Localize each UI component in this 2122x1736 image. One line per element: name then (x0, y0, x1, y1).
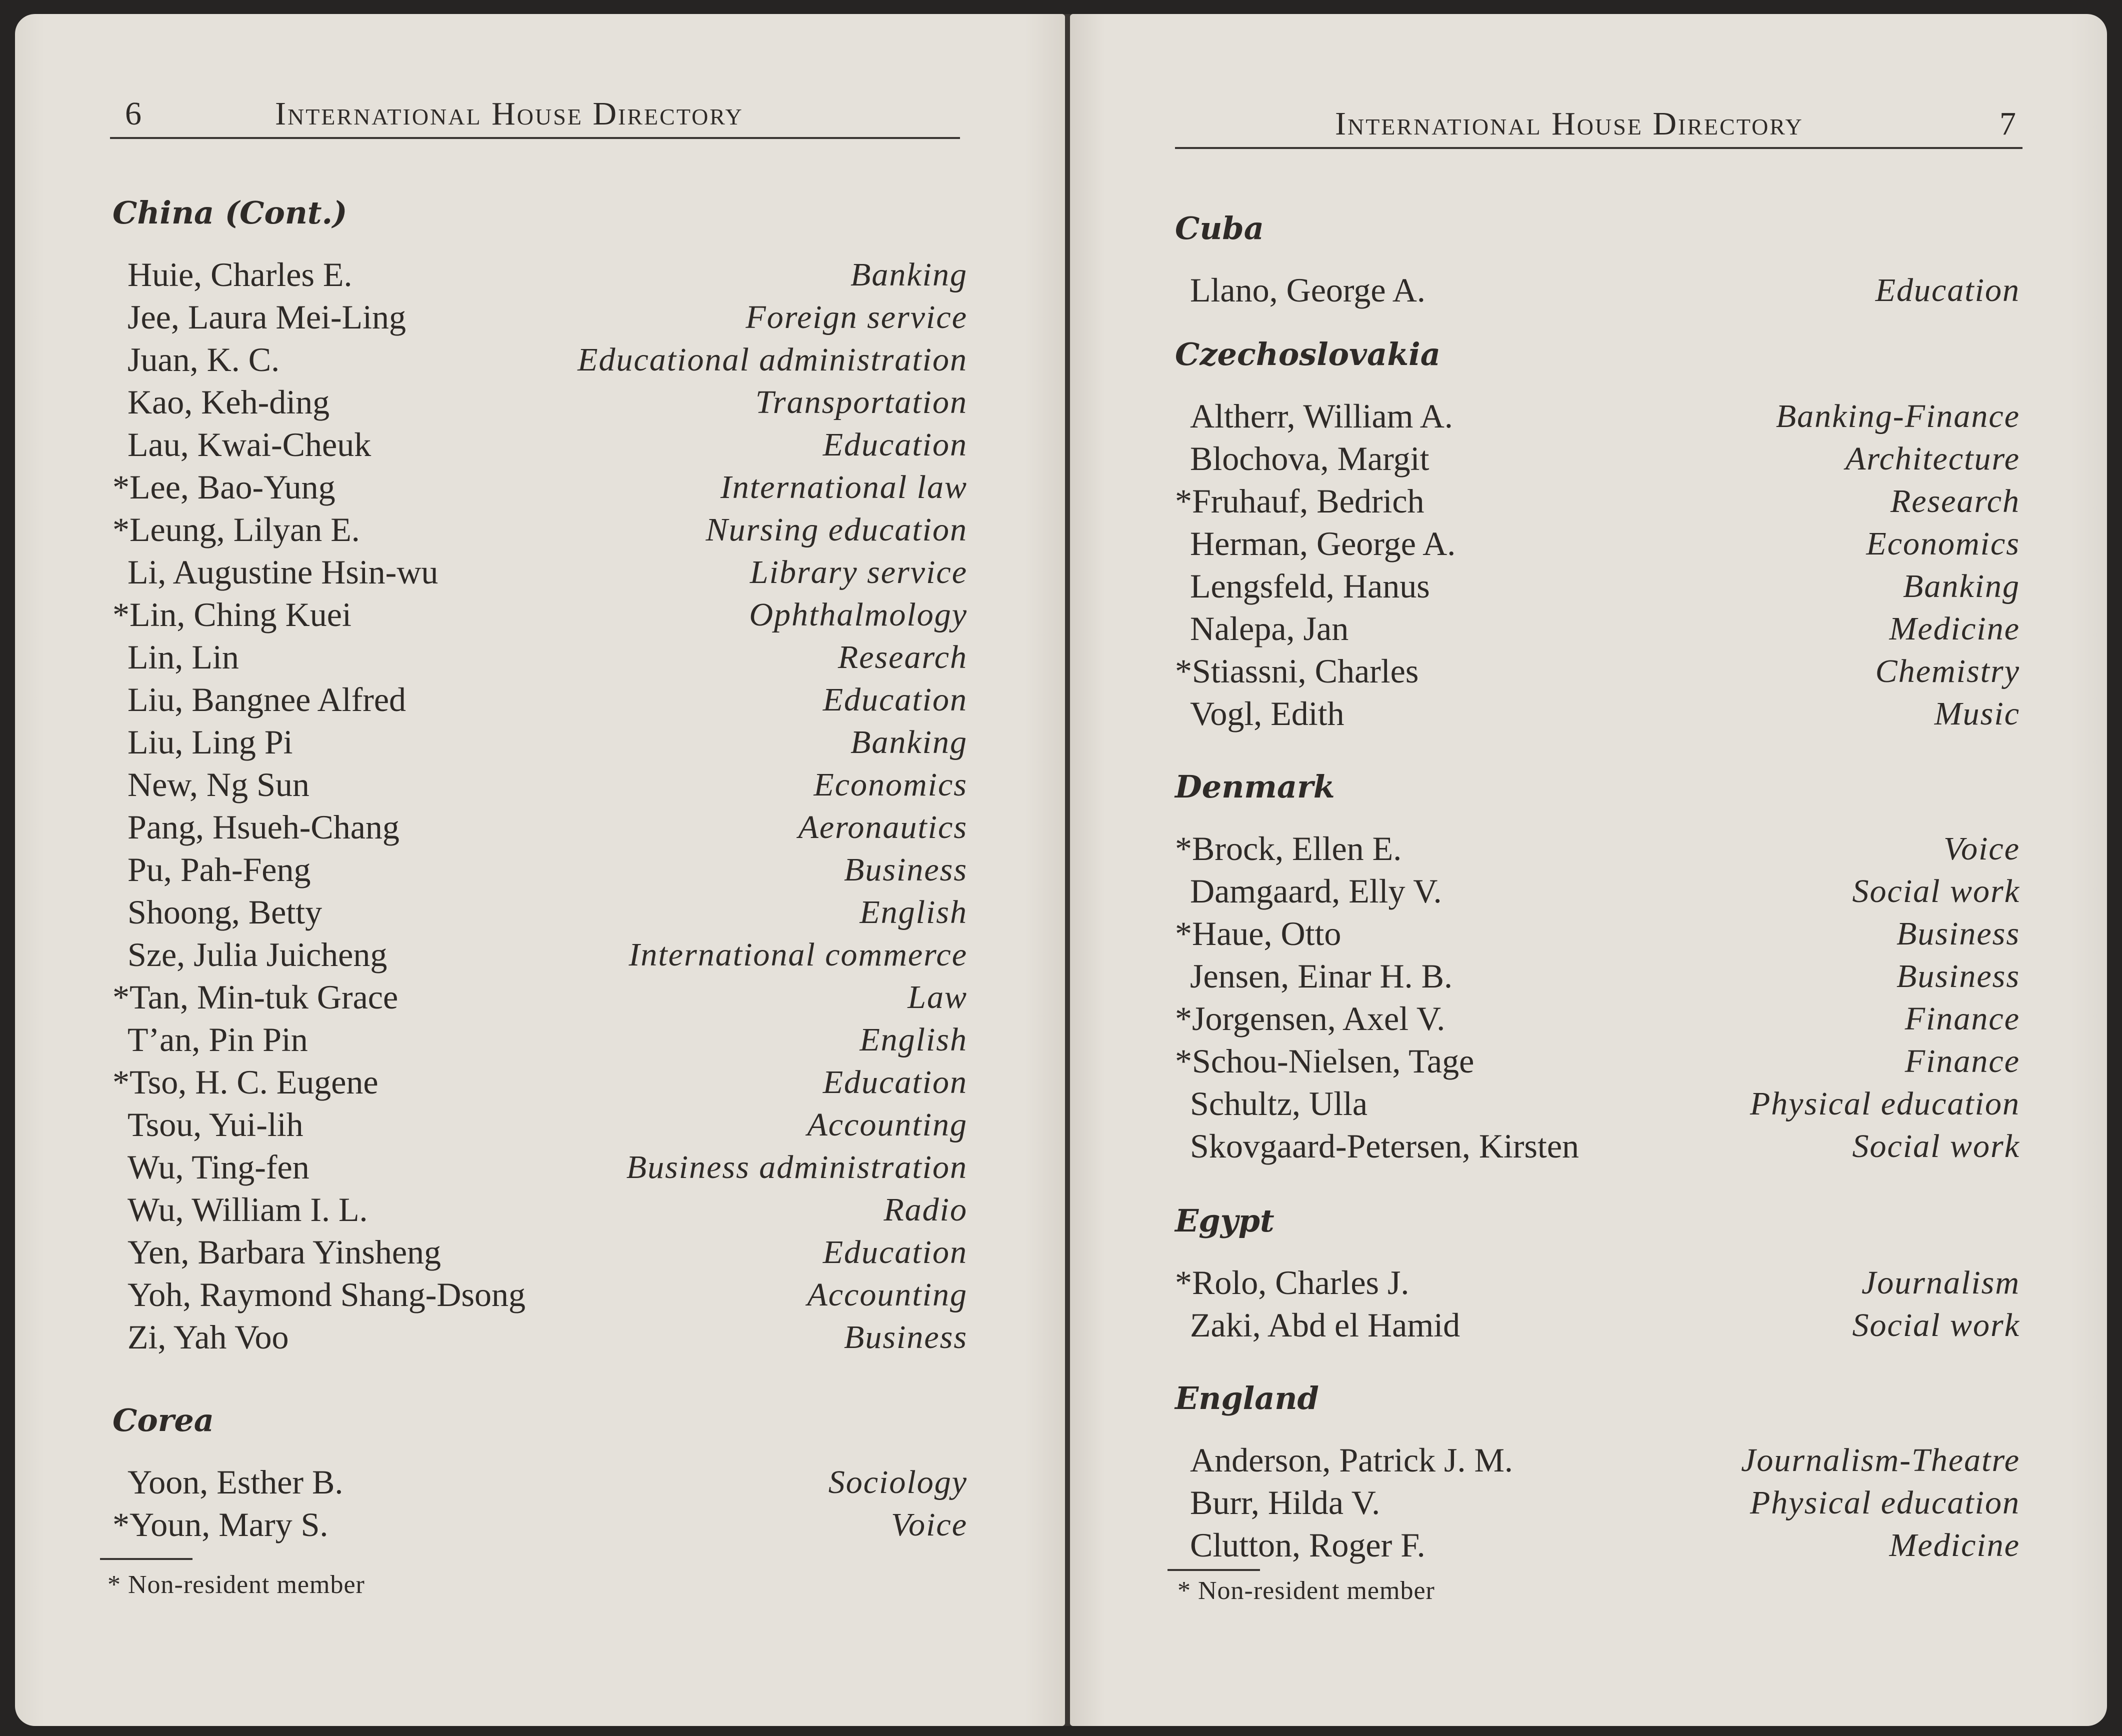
member-entry (112, 1504, 968, 1546)
member-name: *Haue, Otto (1175, 914, 1342, 952)
member-name: Vogl, Edith (1190, 694, 1344, 732)
member-entry (112, 1104, 968, 1146)
member-name: Pang, Hsueh-Chang (128, 808, 400, 846)
member-entry (112, 424, 968, 466)
country-heading: China (Cont.) (112, 194, 348, 231)
member-field: Accounting (807, 1106, 968, 1143)
member-field: Education (822, 1234, 968, 1270)
member-entry (112, 1188, 968, 1231)
country-heading: Corea (112, 1402, 214, 1438)
directory-section (1175, 766, 2020, 1168)
member-field: English (860, 1022, 968, 1058)
member-field: Transportation (755, 384, 968, 420)
member-entry (1175, 1125, 2020, 1168)
member-name: *Stiassni, Charles (1175, 652, 1419, 690)
directory-section (1175, 1378, 2020, 1566)
member-field: Educational administration (578, 342, 968, 378)
member-entry (112, 296, 968, 338)
member-entry (112, 1061, 968, 1104)
member-field: Banking (850, 256, 968, 293)
member-entry (112, 551, 968, 594)
member-field: Education (822, 682, 968, 718)
member-entry (1175, 955, 2020, 998)
member-field: Education (822, 1064, 968, 1100)
member-field: Education (822, 426, 968, 463)
member-entry (1175, 1040, 2020, 1082)
member-name: *Leung, Lilyan E. (112, 510, 360, 548)
member-entry (1175, 692, 2020, 735)
member-field: Business (844, 852, 968, 888)
member-name: Sze, Julia Juicheng (128, 936, 388, 974)
member-entry (112, 636, 968, 678)
member-entry (1175, 870, 2020, 912)
member-field: Medicine (1889, 1527, 2020, 1564)
member-name: Tsou, Yui-lih (128, 1106, 304, 1144)
page-number: 7 (2000, 106, 2018, 142)
member-entry (112, 1461, 968, 1504)
member-field: Voice (1944, 830, 2020, 867)
member-name: Lengsfeld, Hanus (1190, 567, 1430, 605)
member-entry (1175, 828, 2020, 870)
page-header (110, 89, 960, 139)
member-name: *Fruhauf, Bedrich (1175, 482, 1424, 520)
member-field: Voice (891, 1506, 968, 1543)
member-name: Nalepa, Jan (1190, 610, 1349, 648)
member-field: Social work (1852, 873, 2020, 910)
directory-section (112, 1400, 968, 1546)
member-entry (112, 254, 968, 296)
member-field: Education (1875, 272, 2020, 308)
member-field: International commerce (628, 936, 968, 973)
member-field: Banking (1903, 568, 2020, 604)
member-entry (1175, 650, 2020, 692)
member-field: Social work (1852, 1128, 2020, 1164)
member-entry (1175, 608, 2020, 650)
member-name: Schultz, Ulla (1190, 1084, 1368, 1122)
member-field: International law (720, 469, 968, 506)
member-entry (1175, 1304, 2020, 1346)
member-field: Finance (1904, 1043, 2020, 1080)
footnote: * Non-resident member (1178, 1576, 1435, 1605)
member-entry (112, 848, 968, 891)
member-entry (112, 381, 968, 424)
page-number: 6 (125, 96, 143, 132)
member-name: Llano, George A. (1190, 271, 1426, 309)
member-name: Wu, William I. L. (128, 1190, 368, 1228)
member-name: Yoh, Raymond Shang-Dsong (128, 1276, 526, 1314)
member-field: Library service (750, 554, 968, 590)
footnote-rule (100, 1558, 192, 1560)
member-name: Damgaard, Elly V. (1190, 872, 1442, 910)
member-field: Business administration (626, 1149, 968, 1186)
member-field: Journalism (1862, 1264, 2020, 1301)
directory-section (1175, 334, 2020, 735)
member-entry (112, 678, 968, 721)
member-entry (112, 976, 968, 1018)
member-name: Liu, Ling Pi (128, 723, 293, 761)
member-field: Journalism-Theatre (1741, 1442, 2020, 1478)
member-field: Ophthalmology (749, 596, 968, 633)
country-heading: England (1175, 1380, 1319, 1416)
member-entry (112, 466, 968, 508)
member-entry (1175, 1524, 2020, 1566)
member-field: Nursing education (706, 512, 968, 548)
member-entry (1175, 1482, 2020, 1524)
member-field: Business (1896, 958, 2020, 994)
member-name: Zi, Yah Voo (128, 1318, 289, 1356)
footnote-rule (1168, 1569, 1260, 1571)
member-name: *Lin, Ching Kuei (112, 596, 352, 634)
member-name: Lin, Lin (128, 638, 239, 676)
member-field: Physical education (1750, 1484, 2020, 1521)
member-name: Jee, Laura Mei-Ling (128, 298, 406, 336)
footnote: * Non-resident member (108, 1570, 365, 1599)
member-name: *Lee, Bao-Yung (112, 468, 336, 506)
member-entry (1175, 1439, 2020, 1482)
running-title: International House Directory (1335, 106, 1804, 142)
member-name: Wu, Ting-fen (128, 1148, 310, 1186)
member-name: Huie, Charles E. (128, 256, 352, 294)
member-name: Juan, K. C. (128, 340, 280, 378)
directory-section (112, 192, 968, 1358)
member-name: Clutton, Roger F. (1190, 1526, 1426, 1564)
member-field: Radio (884, 1192, 968, 1228)
member-name: *Rolo, Charles J. (1175, 1264, 1410, 1302)
member-entry (112, 721, 968, 764)
member-field: Research (1890, 483, 2020, 520)
member-name: *Brock, Ellen E. (1175, 830, 1402, 868)
page-header (1175, 99, 2022, 149)
directory-section (1175, 1200, 2020, 1346)
member-entry (1175, 1082, 2020, 1125)
member-field: Economics (1866, 526, 2020, 562)
member-field: English (860, 894, 968, 930)
member-name: Yoon, Esther B. (128, 1463, 344, 1501)
member-name: Pu, Pah-Feng (128, 850, 311, 888)
member-name: Burr, Hilda V. (1190, 1484, 1380, 1522)
member-name: Anderson, Patrick J. M. (1190, 1441, 1513, 1479)
right-page (1070, 14, 2107, 1726)
member-name: Li, Augustine Hsin-wu (128, 553, 438, 591)
member-entry (112, 594, 968, 636)
member-entry (1175, 438, 2020, 480)
member-name: Jensen, Einar H. B. (1190, 957, 1453, 995)
member-field: Foreign service (746, 299, 968, 336)
member-entry (112, 1146, 968, 1188)
country-heading: Denmark (1175, 768, 1335, 805)
member-entry (112, 806, 968, 848)
country-heading: Czechoslovakia (1175, 336, 1440, 372)
member-name: Kao, Keh-ding (128, 383, 330, 421)
member-name: *Tan, Min-tuk Grace (112, 978, 398, 1016)
country-heading: Egypt (1175, 1202, 1274, 1239)
member-entry (112, 338, 968, 381)
member-name: Liu, Bangnee Alfred (128, 680, 406, 718)
member-name: *Schou-Nielsen, Tage (1175, 1042, 1474, 1080)
member-entry (1175, 395, 2020, 438)
member-entry (112, 1316, 968, 1358)
member-field: Chemistry (1875, 653, 2020, 690)
member-entry (112, 1018, 968, 1061)
member-field: Medicine (1889, 610, 2020, 647)
running-title: International House Directory (275, 96, 744, 132)
member-entry (1175, 1262, 2020, 1304)
member-entry (112, 1274, 968, 1316)
member-entry (1175, 912, 2020, 955)
member-name: *Youn, Mary S. (112, 1506, 328, 1544)
member-name: *Jorgensen, Axel V. (1175, 1000, 1446, 1038)
member-entry (1175, 565, 2020, 608)
member-entry (1175, 480, 2020, 522)
member-entry (1175, 269, 2020, 312)
member-name: Herman, George A. (1190, 524, 1456, 562)
left-page (15, 14, 1065, 1726)
member-name: T’an, Pin Pin (128, 1020, 308, 1058)
member-field: Music (1934, 696, 2020, 732)
member-entry (112, 764, 968, 806)
member-field: Aeronautics (798, 809, 968, 846)
member-entry (112, 891, 968, 934)
member-field: Social work (1852, 1307, 2020, 1344)
member-name: Altherr, William A. (1190, 397, 1453, 435)
member-field: Research (838, 639, 968, 676)
member-field: Architecture (1846, 440, 2020, 477)
member-field: Sociology (828, 1464, 968, 1500)
member-name: Skovgaard-Petersen, Kirsten (1190, 1127, 1580, 1165)
member-field: Business (1896, 916, 2020, 952)
member-name: Blochova, Margit (1190, 440, 1430, 478)
directory-section (1175, 208, 2020, 312)
member-name: New, Ng Sun (128, 766, 310, 804)
member-field: Accounting (807, 1276, 968, 1313)
member-name: Zaki, Abd el Hamid (1190, 1306, 1460, 1344)
member-entry (112, 934, 968, 976)
member-name: Shoong, Betty (128, 893, 322, 931)
member-entry (1175, 998, 2020, 1040)
member-entry (112, 1231, 968, 1274)
member-field: Business (844, 1319, 968, 1356)
member-name: *Tso, H. C. Eugene (112, 1063, 378, 1101)
member-field: Finance (1904, 1000, 2020, 1037)
member-field: Banking-Finance (1776, 398, 2020, 434)
country-heading: Cuba (1175, 210, 1264, 246)
member-entry (1175, 522, 2020, 565)
member-entry (112, 508, 968, 551)
member-field: Physical education (1750, 1086, 2020, 1122)
member-name: Yen, Barbara Yinsheng (128, 1233, 442, 1271)
member-field: Banking (850, 724, 968, 760)
member-field: Economics (814, 766, 968, 803)
member-name: Lau, Kwai-Cheuk (128, 426, 372, 464)
member-field: Law (908, 979, 968, 1016)
